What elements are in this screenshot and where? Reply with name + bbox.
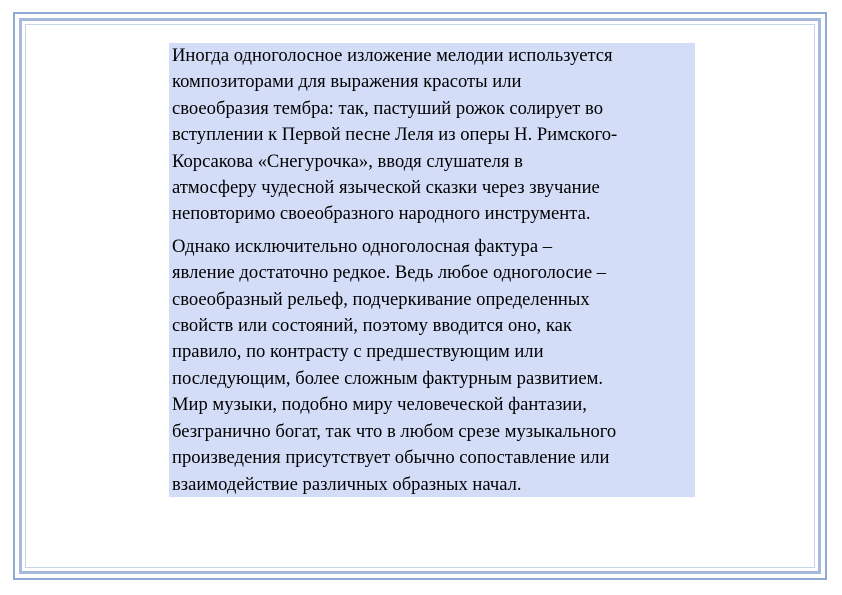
paragraph-2: Однако исключительно одноголосная фактура – явление достаточно редкое. Ведь любое одноголосие – своеобразный рельеф, подчеркивание определенных свойств или состояний, поэтому вводится оно, как правило, по контрасту с предшествующим или последующим, более сложным фактурным развитием. Мир музыки, подобно миру человеческой фантазии, безгранично богат, так что в любом срезе музыкального произведения присутствует обычно сопоставление или взаимодействие различных образных начал. (172, 235, 617, 495)
paragraph-1: Иногда одноголосное изложение мелодии используется композиторами для выражения красоты или своеобразия тембра: так, пастуший рожок солирует во вступлении к Первой песне Леля из оперы Н. Римского- Корсакова «Снегурочка», вводя слушателя в атмосферу чудесной языческой сказки через звучание неповторимо своеобразного народного инструмента. (172, 45, 618, 225)
text-box (169, 43, 695, 497)
